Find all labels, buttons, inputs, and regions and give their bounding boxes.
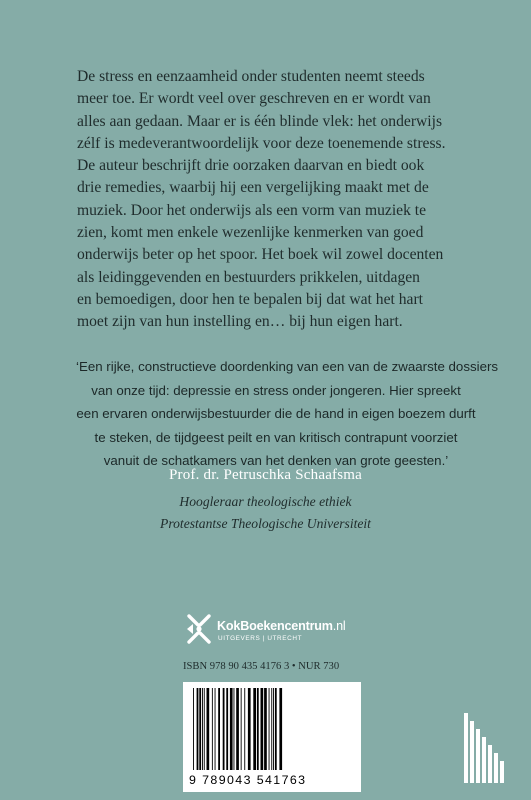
blurb-line: muziek. Door het onderwijs als een vorm van muziek te <box>77 201 427 219</box>
kokboekencentrum-logo-icon <box>184 612 214 646</box>
barcode-bar <box>279 688 282 770</box>
blurb-line: moet zijn van hun instelling en… bij hun eigen hart. <box>77 313 403 331</box>
barcode-bar <box>257 688 259 770</box>
blurb-line: zien, komt men enkele wezenlijke kenmerken van goed <box>77 224 424 242</box>
barcode-bar <box>248 688 251 770</box>
endorsement-quote <box>76 355 499 473</box>
blurb-line: en bemoedigen, door hen te bepalen bij dat wat het hart <box>77 290 423 308</box>
blurb-text <box>77 66 473 334</box>
quote-line: vanuit de schatkamers van het denken van grote geesten.’ <box>103 453 449 469</box>
quote-line: ‘Een rijke, constructieve doordenking van een van de zwaarste dossiers <box>76 359 499 374</box>
barcode-bar <box>241 688 242 770</box>
blurb-line: De stress en eenzaamheid onder studenten neemt steeds <box>77 68 425 85</box>
barcode-bars <box>189 688 355 772</box>
isbn-nur: ISBN 978 90 435 4176 3 • NUR 730 <box>183 661 340 672</box>
barcode-bar <box>234 688 235 770</box>
barcode-bar <box>264 688 267 770</box>
barcode-bar <box>271 688 272 770</box>
barcode-bar <box>236 688 239 770</box>
barcode-bar <box>193 688 194 770</box>
endorsement-role: Hoogleraar theologische ethiek <box>179 494 352 509</box>
endorsement-author: Prof. dr. Petruschka Schaafsma <box>168 467 363 483</box>
barcode-digits: 9 789043 541763 <box>189 773 307 787</box>
barcode-bar <box>269 688 270 770</box>
barcode-bar <box>230 688 233 770</box>
vertical-book-spine-mark-icon <box>458 707 518 787</box>
blurb-line: als leidinggevenden en bestuurders prikkelen, uitdagen <box>77 268 420 286</box>
blurb-line: alles aan gedaan. Maar er is één blinde vlek: het onderwijs <box>77 112 443 130</box>
publisher-subtitle: UITGEVERS | UTRECHT <box>218 635 303 642</box>
barcode-bar <box>261 688 264 770</box>
barcode-bar <box>202 688 203 770</box>
barcode-bar <box>223 688 225 770</box>
quote-line: een ervaren onderwijsbestuurder die de hand in eigen boezem durft <box>76 406 476 422</box>
blurb-line: De auteur beschrijft drie oorzaken daarvan en biedt ook <box>77 157 425 175</box>
quote-line: van onze tijd: depressie en stress onder jongeren. Hier spreekt <box>91 382 461 398</box>
barcode-bar <box>253 688 256 770</box>
blurb-line: drie remedies, waarbij hij een vergelijking maakt met de <box>77 179 429 197</box>
blurb-line: meer toe. Er wordt veel over geschreven en er wordt van <box>77 90 431 108</box>
endorsement-affiliation: Protestantse Theologische Universiteit <box>160 516 371 531</box>
quote-line: te steken, de tijdgeest peilt en van kritisch contrapunt voorziet <box>94 429 458 445</box>
barcode-bar <box>199 688 201 770</box>
barcode-bar <box>215 688 216 770</box>
barcode-bar <box>244 688 245 770</box>
barcode-bar <box>204 688 205 770</box>
blurb-line: onderwijs beter op het spoor. Het boek wil zowel docenten <box>77 246 444 264</box>
barcode-bar <box>275 688 277 770</box>
publisher-logo <box>184 612 384 646</box>
barcode <box>183 682 361 792</box>
barcode-bar <box>212 688 213 770</box>
barcode-bar <box>226 688 228 770</box>
publisher-name-text: KokBoekencentrum <box>217 619 333 633</box>
barcode-bar <box>218 688 220 770</box>
barcode-bar <box>273 688 274 770</box>
publisher-name <box>217 619 345 633</box>
barcode-bar <box>197 688 199 770</box>
publisher-name-suffix: .nl <box>332 619 346 633</box>
blurb-line: zélf is medeverantwoordelijk voor deze toenemende stress. <box>77 134 446 152</box>
barcode-bar <box>207 688 210 770</box>
